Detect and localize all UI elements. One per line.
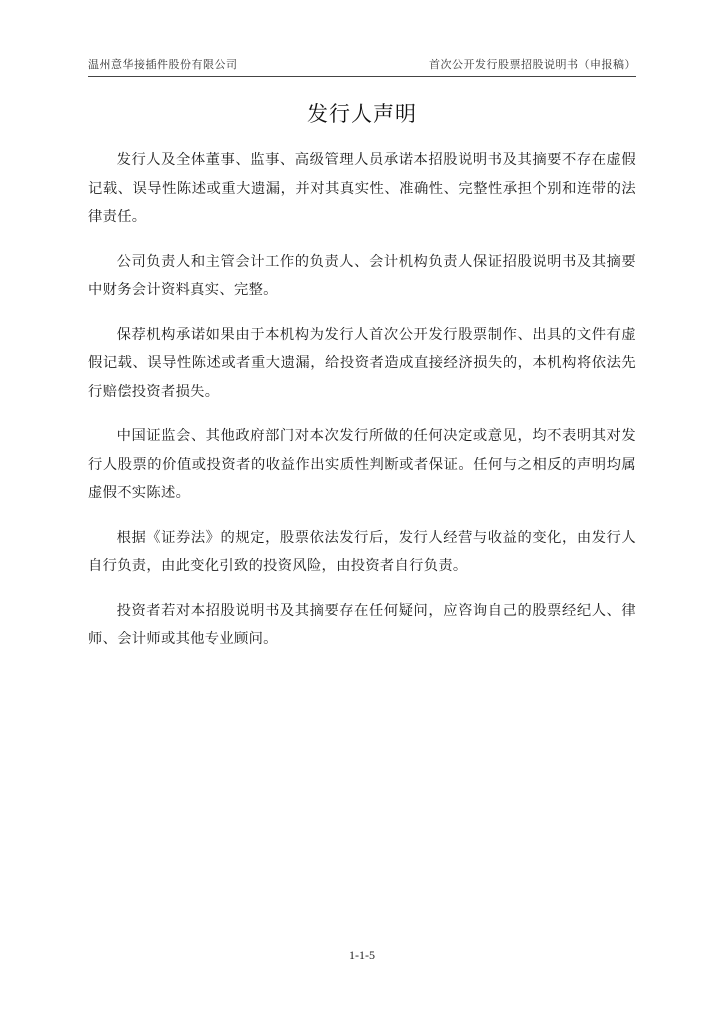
page-title: 发行人声明: [307, 102, 417, 126]
header-company-name: 温州意华接插件股份有限公司: [88, 58, 238, 71]
paragraph-investor-advice: 投资者若对本招股说明书及其摘要存在任何疑问，应咨询自己的股票经纪人、律师、会计师或其他专业顾问。: [88, 602, 636, 647]
paragraph-csrc-disclaimer: 中国证监会、其他政府部门对本次发行所做的任何决定或意见，均不表明其对发行人股票的价值或投资者的收益作出实质性判断或者保证。任何与之相反的声明均属虚假不实陈述。: [88, 428, 636, 501]
header-document-title: 首次公开发行股票招股说明书（申报稿）: [429, 58, 636, 71]
page-header: [88, 56, 636, 77]
page-number: 1-1-5: [349, 948, 375, 962]
declaration-body: [88, 146, 636, 670]
paragraph-financial-guarantee: 公司负责人和主管会计工作的负责人、会计机构负责人保证招股说明书及其摘要中财务会计资料真实、完整。: [88, 253, 636, 298]
paragraph-issuer-commitment: 发行人及全体董事、监事、高级管理人员承诺本招股说明书及其摘要不存在虚假记载、误导性陈述或重大遗漏，并对其真实性、准确性、完整性承担个别和连带的法律责任。: [88, 152, 636, 225]
paragraph-securities-law: 根据《证券法》的规定，股票依法发行后，发行人经营与收益的变化，由发行人自行负责，由此变化引致的投资风险，由投资者自行负责。: [88, 529, 636, 574]
paragraph-sponsor-commitment: 保荐机构承诺如果由于本机构为发行人首次公开发行股票制作、出具的文件有虚假记载、误导性陈述或者重大遗漏，给投资者造成直接经济损失的，本机构将依法先行赔偿投资者损失。: [88, 326, 636, 400]
